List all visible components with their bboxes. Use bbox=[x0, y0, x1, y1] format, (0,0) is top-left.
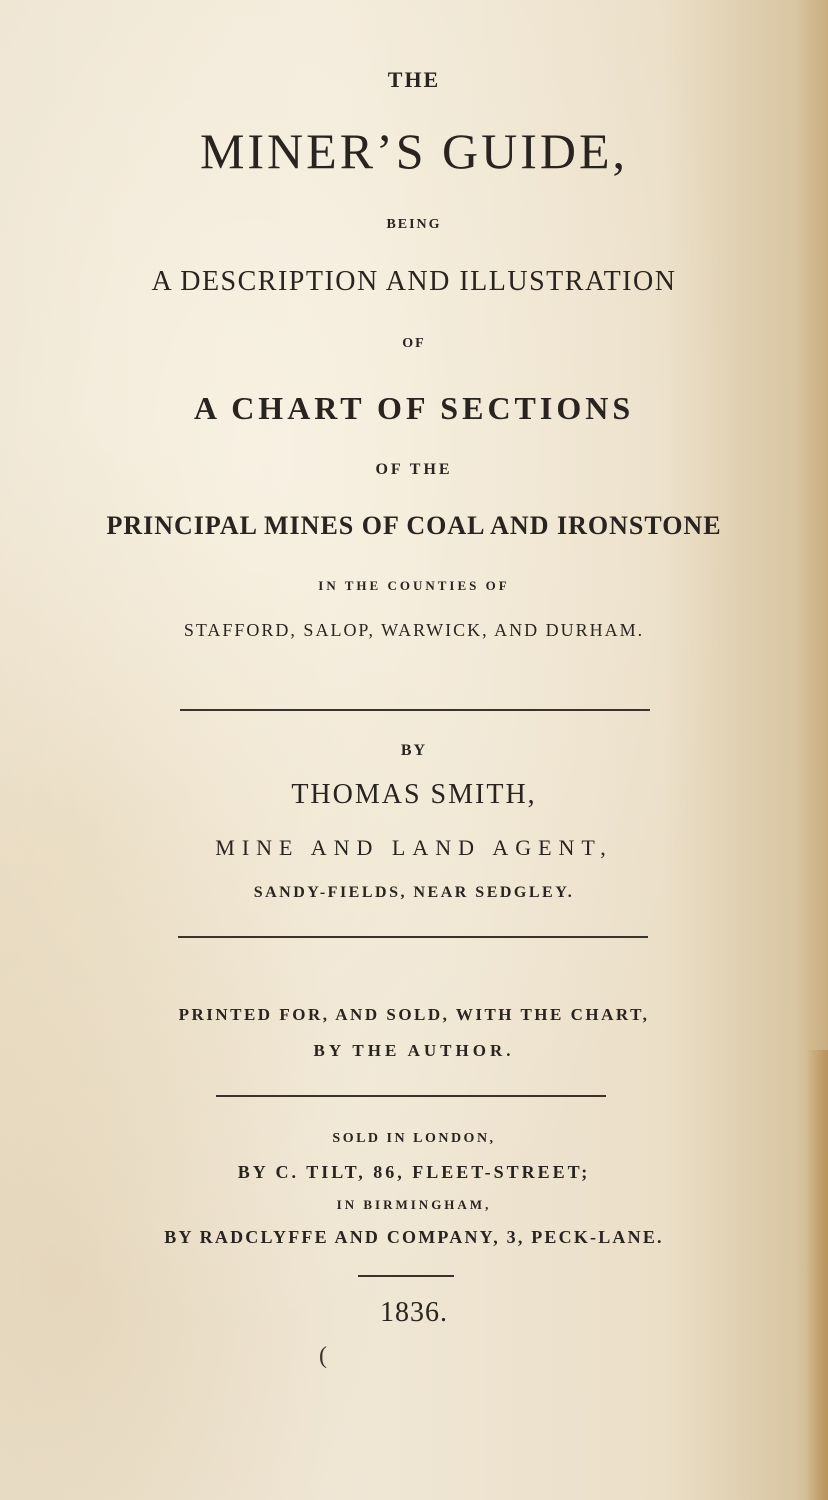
birmingham-seller: BY RADCLYFFE AND COMPANY, 3, PECK-LANE. bbox=[164, 1227, 664, 1247]
divider-rule bbox=[216, 1095, 606, 1097]
london-seller: BY C. TILT, 86, FLEET-STREET; bbox=[237, 1162, 591, 1182]
page-edge-stain bbox=[806, 1050, 828, 1500]
sold-in-london: SOLD IN LONDON, bbox=[332, 1131, 496, 1146]
in-counties-label: IN THE COUNTIES OF bbox=[318, 578, 510, 593]
printed-for: PRINTED FOR, AND SOLD, WITH THE CHART, bbox=[178, 1005, 650, 1024]
stray-mark: ( bbox=[319, 1343, 327, 1369]
author-name: THOMAS SMITH, bbox=[291, 779, 537, 810]
subtitle-chart-of-sections: A CHART OF SECTIONS bbox=[193, 390, 635, 426]
publication-year: 1836. bbox=[380, 1297, 448, 1328]
author-address: SANDY-FIELDS, NEAR SEDGLEY. bbox=[253, 884, 575, 901]
by-the-author: BY THE AUTHOR. bbox=[313, 1041, 515, 1060]
title-the: THE bbox=[387, 67, 441, 92]
of-label: OF bbox=[402, 336, 426, 351]
counties-list: STAFFORD, SALOP, WARWICK, AND DURHAM. bbox=[183, 620, 645, 640]
by-label: BY bbox=[400, 742, 428, 759]
of-the-label: OF THE bbox=[375, 461, 453, 478]
being-label: BEING bbox=[386, 217, 442, 232]
short-rule bbox=[358, 1275, 454, 1277]
subtitle-description: A DESCRIPTION AND ILLUSTRATION bbox=[151, 266, 677, 297]
author-role: MINE AND LAND AGENT, bbox=[215, 835, 613, 860]
in-birmingham: IN BIRMINGHAM, bbox=[336, 1197, 492, 1212]
divider-rule bbox=[178, 936, 648, 938]
subtitle-principal-mines: PRINCIPAL MINES OF COAL AND IRONSTONE bbox=[106, 511, 722, 540]
divider-rule bbox=[180, 709, 650, 711]
main-title: MINER’S GUIDE, bbox=[199, 123, 629, 179]
